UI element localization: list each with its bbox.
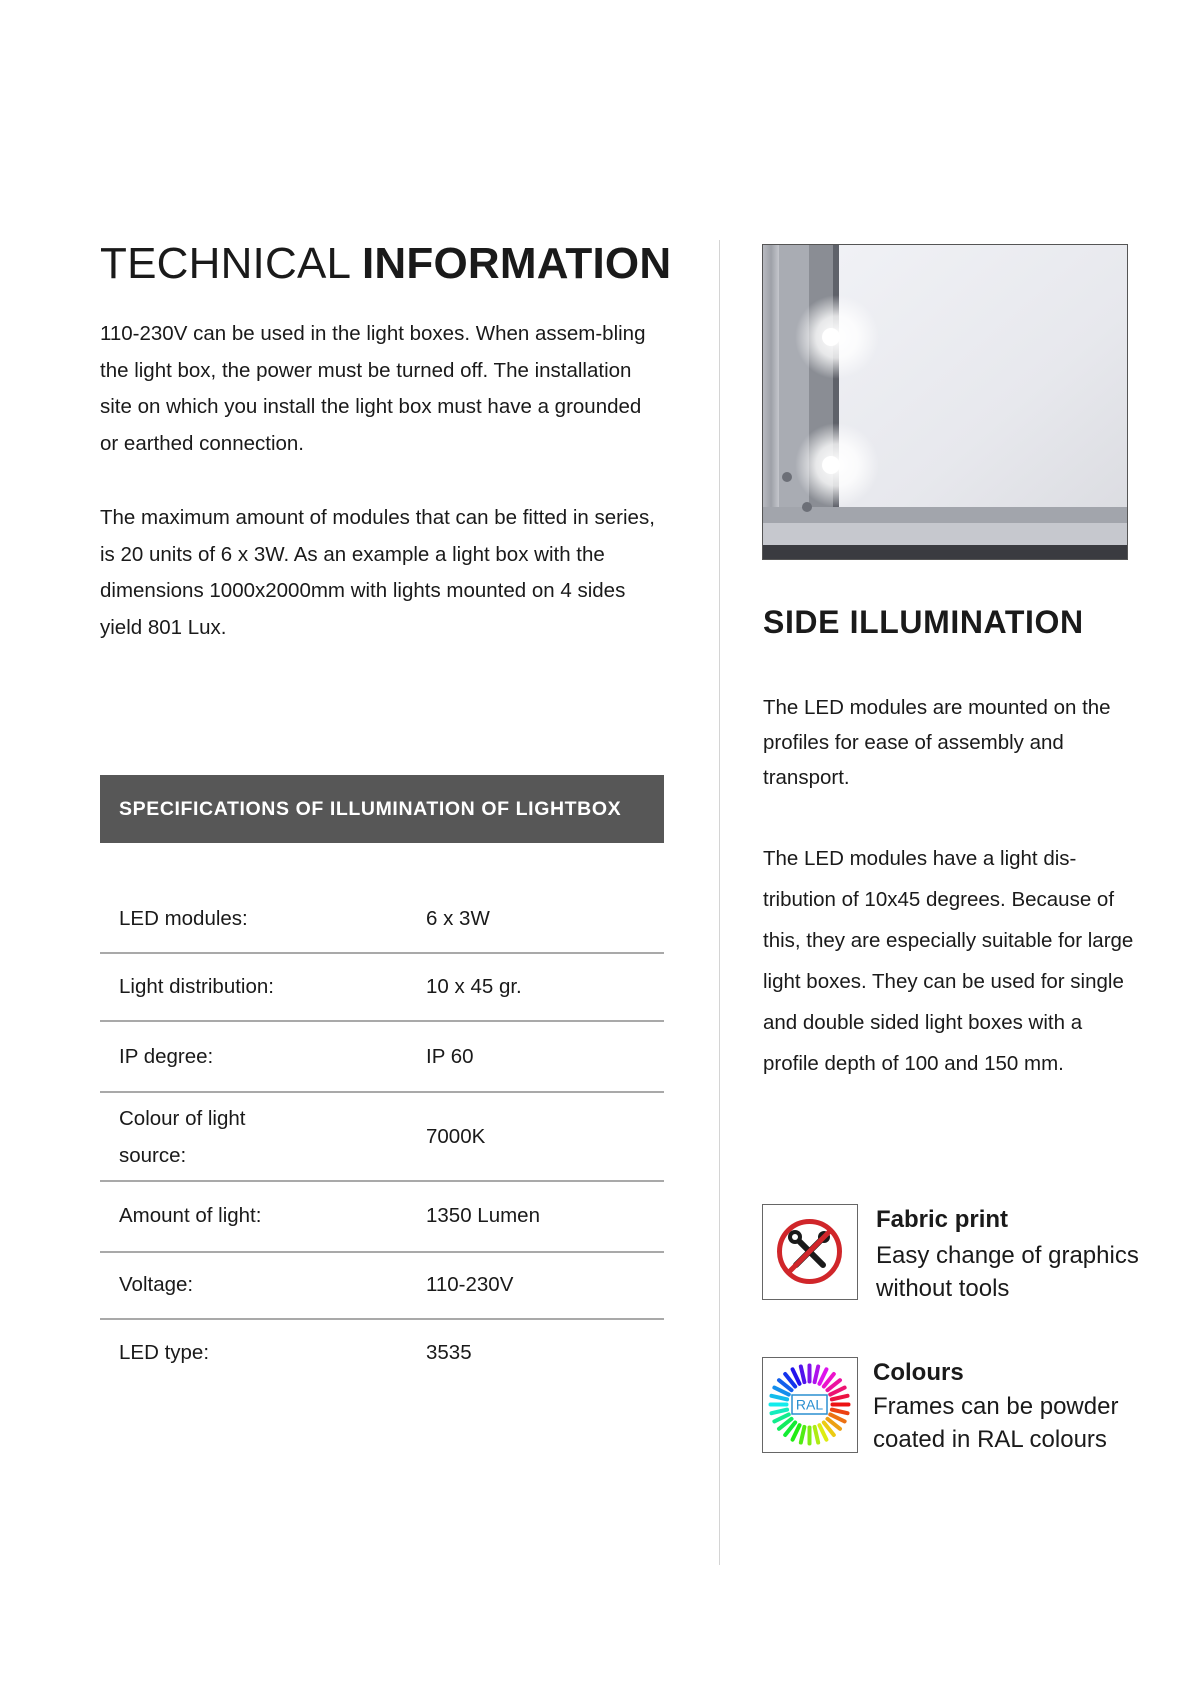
spec-label: LED type: bbox=[119, 1341, 210, 1364]
spec-value: 7000K bbox=[426, 1125, 486, 1148]
ral-colour-wheel-icon bbox=[762, 1357, 858, 1453]
intro-paragraph-1: 110-230V can be used in the light boxes. When assem-bling the light box, the power must be turned off. The installation site on which you install the light box must have a grounded or earthed connection. bbox=[100, 322, 646, 455]
column-divider bbox=[719, 240, 720, 1565]
spec-value: 10 x 45 gr. bbox=[426, 975, 522, 998]
no-tools-icon bbox=[762, 1204, 858, 1300]
spec-value: 1350 Lumen bbox=[426, 1204, 540, 1227]
spec-label: IP degree: bbox=[119, 1045, 214, 1068]
lightbox-corner-illustration bbox=[763, 245, 1127, 559]
colour-wheel-segment bbox=[801, 1427, 805, 1443]
spec-label: Colour of light source: bbox=[119, 1107, 246, 1167]
spec-label: Voltage: bbox=[119, 1273, 194, 1296]
feature-fabric-print-desc: Easy change of graphics without tools bbox=[876, 1242, 1139, 1302]
spec-row bbox=[100, 1252, 664, 1318]
spec-row bbox=[100, 1181, 664, 1251]
colour-wheel-segment bbox=[832, 1410, 848, 1414]
spec-row bbox=[100, 886, 664, 952]
colour-wheel-segment bbox=[771, 1396, 787, 1400]
colour-wheel-segment bbox=[771, 1410, 787, 1414]
feature-colours-desc: Frames can be powder coated in RAL colours bbox=[873, 1393, 1119, 1453]
colour-wheel-segment bbox=[815, 1427, 819, 1443]
side-paragraph-2: The LED modules have a light dis-tribution of 10x45 degrees. Because of this, they are especially suitable for large light boxes. They can be used for single and double sided light boxes with a profile depth of 100 and 150 mm. bbox=[763, 847, 1134, 1075]
colour-wheel-segment bbox=[801, 1366, 805, 1382]
feature-colours-title: Colours bbox=[873, 1359, 964, 1386]
spec-value: 110-230V bbox=[426, 1273, 514, 1296]
spec-table-header: SPECIFICATIONS OF ILLUMINATION OF LIGHTBOX bbox=[100, 775, 664, 843]
spec-value: IP 60 bbox=[426, 1045, 474, 1068]
spec-label: Amount of light: bbox=[119, 1204, 262, 1227]
spec-row bbox=[100, 1319, 664, 1389]
spec-row bbox=[100, 953, 664, 1020]
spec-row bbox=[100, 1092, 664, 1180]
lightbox-photo bbox=[762, 244, 1128, 560]
side-paragraph-1: The LED modules are mounted on the profiles for ease of assembly and transport. bbox=[763, 696, 1111, 789]
spec-row bbox=[100, 1021, 664, 1091]
page-title bbox=[100, 236, 671, 292]
spec-label: LED modules: bbox=[119, 907, 248, 930]
spec-label: Light distribution: bbox=[119, 975, 274, 998]
title-bold: INFORMATION bbox=[361, 239, 672, 288]
colour-wheel-segment bbox=[815, 1366, 819, 1382]
ral-colour-wheel-graphic bbox=[763, 1358, 856, 1451]
colour-wheel-segment bbox=[832, 1396, 848, 1400]
title-light: TECHNICAL bbox=[100, 239, 350, 288]
spec-value: 6 x 3W bbox=[426, 907, 490, 930]
no-tools-icon-graphic bbox=[763, 1205, 856, 1298]
spec-value: 3535 bbox=[426, 1341, 472, 1364]
feature-fabric-print-title: Fabric print bbox=[876, 1206, 1009, 1233]
side-illumination-title: SIDE ILLUMINATION bbox=[763, 604, 1084, 640]
ral-badge-text: RAL bbox=[795, 1396, 824, 1413]
intro-paragraph-2: The maximum amount of modules that can be fitted in series, is 20 units of 6 x 3W. As an example a light box with the dimensions 1000x2000mm with lights mounted on 4 sides yield 801 Lux. bbox=[100, 506, 655, 639]
